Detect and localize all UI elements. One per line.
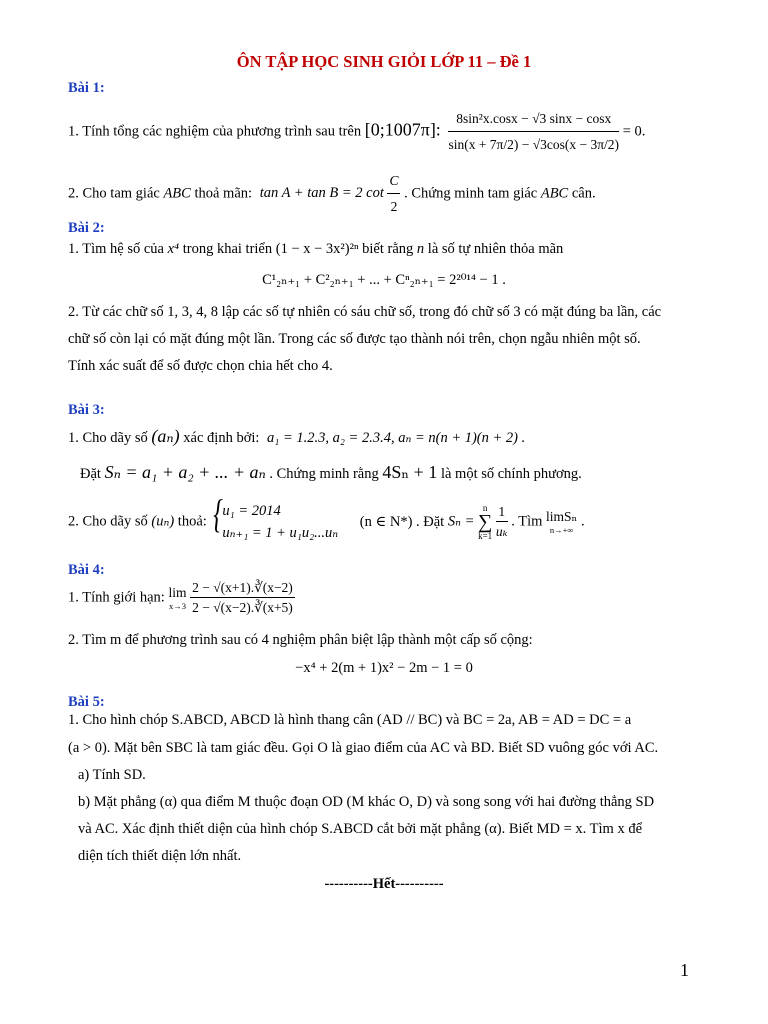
problem-text: . Tìm [511, 513, 543, 530]
problem-text: 1. Cho dãy số [68, 430, 148, 446]
problem-text: trong khai triển [182, 241, 273, 257]
problem-1-1 [68, 108, 645, 156]
recurrence-system [210, 491, 339, 544]
fraction-numerator: 1 [496, 504, 508, 522]
sum-upper: n [482, 503, 488, 513]
fraction-numerator: C [387, 170, 400, 194]
problem-5-line-6: diện tích thiết diện lớn nhất. [78, 848, 242, 864]
problem-5-line-2: (a > 0). Mặt bên SBC là tam giác đều. Gọi O là giao điểm của AC và BD. Biết SD vuông góc với AC. [68, 740, 659, 756]
quartic-equation: −x⁴ + 2(m + 1)x² − 2m − 1 = 0 [295, 660, 473, 676]
formula: tan A + tan B = 2 cot [259, 185, 384, 202]
problem-1-2 [68, 170, 596, 218]
problem-text: Đặt [80, 466, 101, 482]
partial-sum: Sₙ = a₁ + a₂ + ... + aₙ [104, 462, 266, 482]
problem-text: . Chứng minh tam giác [404, 185, 538, 202]
fraction-denominator: sin(x + 7π/2) − √3cos(x − 3π/2) [448, 137, 620, 152]
problem-text: là số tự nhiên thỏa mãn [427, 241, 564, 257]
page-title: ÔN TẬP HỌC SINH GIỎI LỚP 11 – Đề 1 [236, 52, 532, 71]
limit-expr: lim [168, 585, 187, 600]
section-heading-2: Bài 2: [68, 220, 105, 236]
fraction-numerator: 2 − √(x+1).∛(x−2) [190, 580, 295, 598]
sequence-definition: a₁ = 1.2.3, a₂ = 2.3.4, aₙ = n(n + 1)(n + 2) . [267, 430, 526, 446]
triangle-name: ABC [163, 185, 191, 202]
problem-text: biết rằng [362, 241, 414, 257]
limit [168, 585, 186, 611]
expansion: (1 − x − 3x²)²ⁿ [275, 241, 359, 257]
sum-term-fraction [496, 504, 508, 540]
problem-text: . Chứng minh rằng [269, 466, 379, 482]
fraction-numerator: 8sin²x.cosx − √3 sinx − cosx [448, 108, 619, 132]
problem-text: 1. Tính tổng các nghiệm của phương trình sau trên [68, 123, 362, 140]
problem-4-2: 2. Tìm m để phương trình sau có 4 nghiệm phân biệt lập thành một cấp số cộng: [68, 632, 533, 648]
problem-text: 2. Cho tam giác [68, 185, 160, 202]
problem-5-line-4: b) Mặt phẳng (α) qua điểm M thuộc đoạn OD (M khác O, D) và song song với hai đường thẳng SD [78, 794, 655, 810]
half-angle-fraction [387, 170, 400, 218]
term: x⁴ [167, 241, 180, 257]
fraction-denominator: 2 [390, 199, 398, 214]
triangle-name: ABC [540, 185, 569, 202]
problem-5-line-1: 1. Cho hình chóp S.ABCD, ABCD là hình thang cân (AD // BC) và BC = 2a, AB = AD = DC = a [68, 712, 632, 728]
variable-n: n [416, 241, 425, 257]
section-heading-5: Bài 5: [68, 694, 105, 710]
equation-rhs: = 0. [622, 123, 646, 140]
problem-2-1 [68, 241, 563, 258]
problem-5-line-5: và AC. Xác định thiết diện của hình chóp S.ABCD cắt bởi mặt phẳng (α). Biết MD = x. Tìm x để [78, 821, 643, 837]
sum-label: Sₙ = [447, 513, 479, 530]
fraction-denominator: uₖ [495, 524, 508, 539]
limit-sub: x→3 [168, 601, 186, 611]
system-row: uₙ₊₁ = 1 + u₁u₂...uₙ [222, 525, 339, 541]
sum-lower: k=1 [478, 531, 493, 541]
problem-4-1 [68, 580, 295, 616]
problem-2-2-line-3: Tính xác suất để số được chọn chia hết cho 4. [68, 358, 333, 374]
equation-fraction [448, 108, 619, 156]
problem-text: 1. Tính giới hạn: [68, 589, 165, 606]
limit-fraction [190, 580, 295, 616]
problem-text: xác định bởi: [183, 430, 260, 446]
problem-text: thoả mãn: [194, 185, 253, 202]
fraction-denominator: 2 − √(x−2).∛(x+5) [192, 600, 293, 615]
problem-3-1-cont [80, 462, 582, 483]
system-row: u₁ = 2014 [222, 503, 281, 519]
problem-text: thoả: [177, 513, 207, 530]
page-number: 1 [680, 960, 689, 980]
problem-2-2-line-2: chữ số còn lại có mặt đúng một lần. Trong các số được tạo thành nói trên, chọn ngẫu nhiên một số. [68, 331, 641, 347]
problem-text: là một số chính phương. [440, 466, 582, 482]
problem-3-1 [68, 426, 525, 447]
section-heading-3: Bài 3: [68, 402, 105, 418]
problem-text: (n ∈ N*) . Đặt [359, 513, 445, 530]
binomial-condition: C¹₂ₙ₊₁ + C²₂ₙ₊₁ + ... + Cⁿ₂ₙ₊₁ = 2²⁰¹⁴ − 1 . [262, 272, 506, 288]
problem-text: 1. Tìm hệ số của [68, 241, 164, 257]
section-heading-4: Bài 4: [68, 562, 105, 578]
sequence: (aₙ) [151, 426, 180, 446]
limit-expr: limSₙ [546, 509, 578, 524]
limit [546, 509, 577, 535]
period: . [580, 513, 585, 530]
problem-text: cân. [571, 185, 596, 202]
limit-sub: n→+∞ [549, 525, 574, 535]
problem-text: 2. Cho dãy số [68, 513, 148, 530]
sequence: (uₙ) [151, 513, 175, 530]
problem-3-2 [68, 491, 585, 544]
expression: 4Sₙ + 1 [382, 462, 438, 482]
interval: [0;1007π]: [364, 119, 441, 140]
problem-5-line-3: a) Tính SD. [78, 767, 146, 783]
sum-symbol [478, 503, 492, 541]
end-marker: ----------Hết---------- [324, 876, 444, 892]
brace: { [213, 491, 224, 536]
sigma: ∑ [478, 511, 493, 533]
problem-2-2-line-1: 2. Từ các chữ số 1, 3, 4, 8 lập các số tự nhiên có sáu chữ số, trong đó chữ số 3 có mặt đúng ba lần, các [68, 304, 662, 320]
section-heading-1: Bài 1: [68, 80, 105, 96]
